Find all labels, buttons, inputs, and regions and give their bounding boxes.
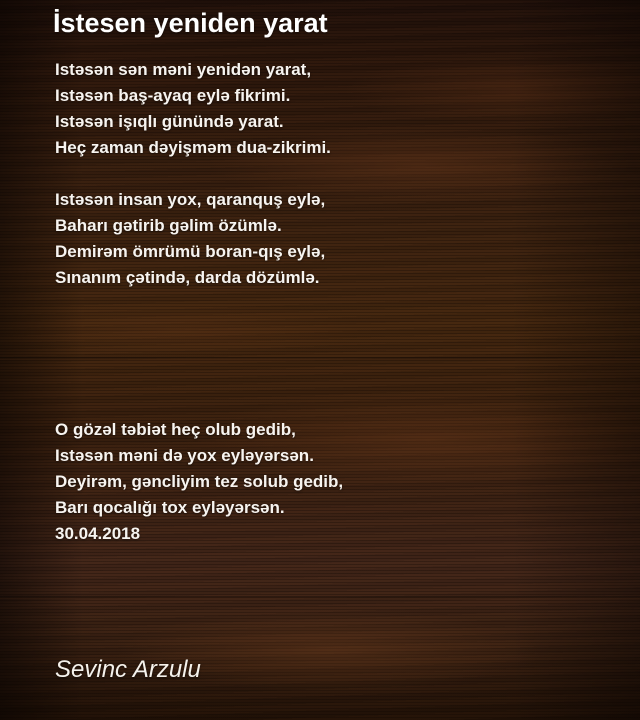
- poem-line: Istəsən sən məni yenidən yarat,: [55, 60, 312, 79]
- poem-line: Istəsən baş-ayaq eylə fikrimi.: [55, 86, 291, 105]
- poem-line: Deyirəm, gəncliyim tez solub gedib,: [55, 472, 344, 491]
- poem-line: Istəsən məni də yox eyləyərsən.: [55, 446, 314, 465]
- poem-line: O gözəl təbiət heç olub gedib,: [55, 420, 296, 439]
- poem-line: Sınanım çətində, darda dözümlə.: [55, 268, 320, 287]
- poem-line: Istəsən işıqlı günündə yarat.: [55, 112, 284, 131]
- poem-line: Baharı gətirib gəlim özümlə.: [55, 216, 282, 235]
- poem-line: Istəsən insan yox, qaranquş eylə,: [55, 190, 326, 209]
- poem-body: [55, 57, 343, 547]
- poem-stanza: [55, 417, 343, 521]
- poem-stanza: [55, 187, 343, 291]
- poem-date: 30.04.2018: [55, 524, 141, 543]
- poem-line: Demirəm ömrümü boran-qış eylə,: [55, 242, 326, 261]
- author-signature: Sevinc Arzulu: [55, 656, 201, 683]
- poem-line: Heç zaman dəyişməm dua-zikrimi.: [55, 138, 331, 157]
- poem-title: İstesen yeniden yarat: [53, 8, 328, 38]
- wood-plank-seam: [0, 596, 640, 599]
- poem-line: Barı qocalığı tox eyləyərsən.: [55, 498, 285, 517]
- poem-stanza: [55, 57, 343, 161]
